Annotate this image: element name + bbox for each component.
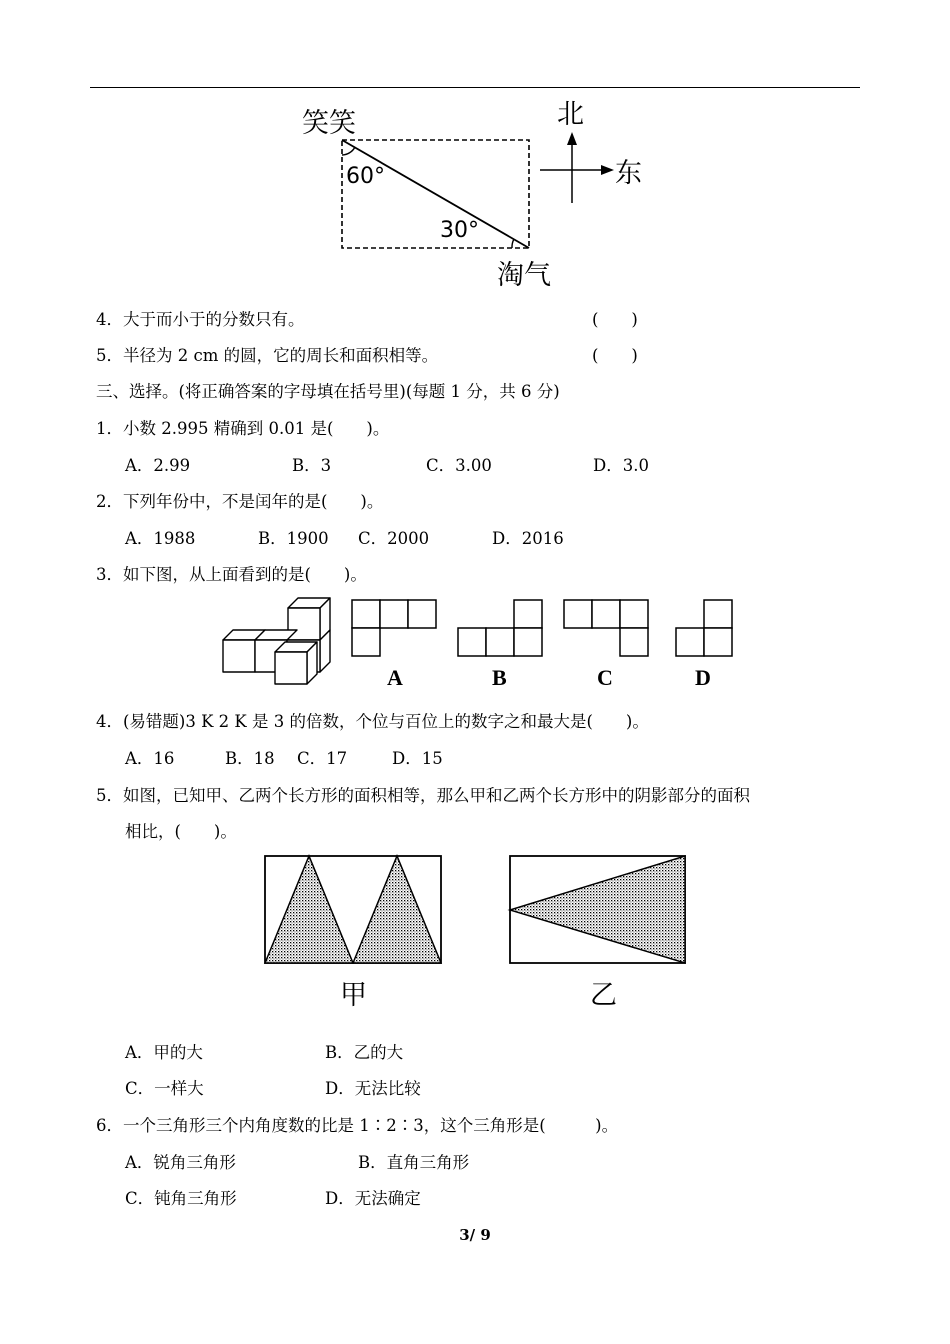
q1-option-b[interactable]: B．3 xyxy=(292,456,332,475)
q6-option-d[interactable]: D．无法确定 xyxy=(325,1189,421,1208)
question-4-stem: 4．(易错题)3 K 2 K 是 3 的倍数，个位与百位上的数字之和最大是( )。 xyxy=(96,712,649,731)
q3-label-a: A xyxy=(387,665,403,690)
east-label: 东 xyxy=(615,158,642,189)
question-1-stem: 1．小数 2.995 精确到 0.01 是( )。 xyxy=(96,419,390,438)
q6-option-b[interactable]: B．直角三角形 xyxy=(358,1153,470,1172)
question-3-stem: 3．如下图，从上面看到的是( )。 xyxy=(96,565,367,584)
cube-stack-figure xyxy=(218,594,338,690)
q5-option-c[interactable]: C．一样大 xyxy=(125,1079,204,1098)
judgement-4-text: 4．大于而小于的分数只有。 xyxy=(96,310,305,329)
q2-option-a[interactable]: A．1988 xyxy=(125,529,196,548)
question-5-stem-line1: 5．如图，已知甲、乙两个长方形的面积相等，那么甲和乙两个长方形中的阴影部分的面积 xyxy=(96,786,750,805)
q6-option-a[interactable]: A．锐角三角形 xyxy=(125,1153,236,1172)
judgement-5-answer-box[interactable]: ( ) xyxy=(592,346,638,365)
question-6-stem: 6．一个三角形三个内角度数的比是 1∶2∶3，这个三角形是( )。 xyxy=(96,1116,619,1135)
q5-option-b[interactable]: B．乙的大 xyxy=(325,1043,404,1062)
judgement-5-text: 5．半径为 2 cm 的圆，它的周长和面积相等。 xyxy=(96,346,439,365)
question-2-stem: 2．下列年份中，不是闰年的是( )。 xyxy=(96,492,384,511)
q3-view-c[interactable] xyxy=(562,598,652,658)
q3-label-d: D xyxy=(695,665,711,690)
section-title: 三、选择。(将正确答案的字母填在括号里)(每题 1 分，共 6 分) xyxy=(96,382,560,401)
q3-label-c: C xyxy=(597,665,613,690)
q4-option-a[interactable]: A．16 xyxy=(125,749,175,768)
page-number: 3/ 9 xyxy=(459,1226,491,1244)
q6-option-c[interactable]: C．钝角三角形 xyxy=(125,1189,237,1208)
north-label: 北 xyxy=(557,99,584,130)
q3-view-b[interactable] xyxy=(456,598,546,658)
q1-option-c[interactable]: C．3.00 xyxy=(426,456,492,475)
question-5-stem-line2: 相比，( )。 xyxy=(125,822,237,841)
q2-option-d[interactable]: D．2016 xyxy=(492,529,564,548)
label-taoqi: 淘气 xyxy=(497,260,551,291)
angle-60-label: 60° xyxy=(346,164,385,189)
q4-option-d[interactable]: D．15 xyxy=(392,749,443,768)
header-rule xyxy=(90,87,860,88)
direction-diagram xyxy=(300,95,680,295)
q5-option-a[interactable]: A．甲的大 xyxy=(125,1043,203,1062)
q1-option-d[interactable]: D．3.0 xyxy=(593,456,649,475)
judgement-4-answer-box[interactable]: ( ) xyxy=(592,310,638,329)
q3-view-d[interactable] xyxy=(674,598,736,658)
q5-rectangles-figure xyxy=(260,852,690,967)
label-xiaoxiao: 笑笑 xyxy=(302,108,356,139)
q4-option-c[interactable]: C．17 xyxy=(297,749,348,768)
q5-option-d[interactable]: D．无法比较 xyxy=(325,1079,421,1098)
rect-jia-label: 甲 xyxy=(340,980,367,1011)
q1-option-a[interactable]: A．2.99 xyxy=(125,456,191,475)
q3-label-b: B xyxy=(492,665,507,690)
q3-view-a[interactable] xyxy=(350,598,440,658)
q2-option-b[interactable]: B．1900 xyxy=(258,529,329,548)
angle-30-label: 30° xyxy=(440,218,479,243)
rect-yi-label: 乙 xyxy=(590,980,617,1011)
q4-option-b[interactable]: B．18 xyxy=(225,749,275,768)
q2-option-c[interactable]: C．2000 xyxy=(358,529,430,548)
